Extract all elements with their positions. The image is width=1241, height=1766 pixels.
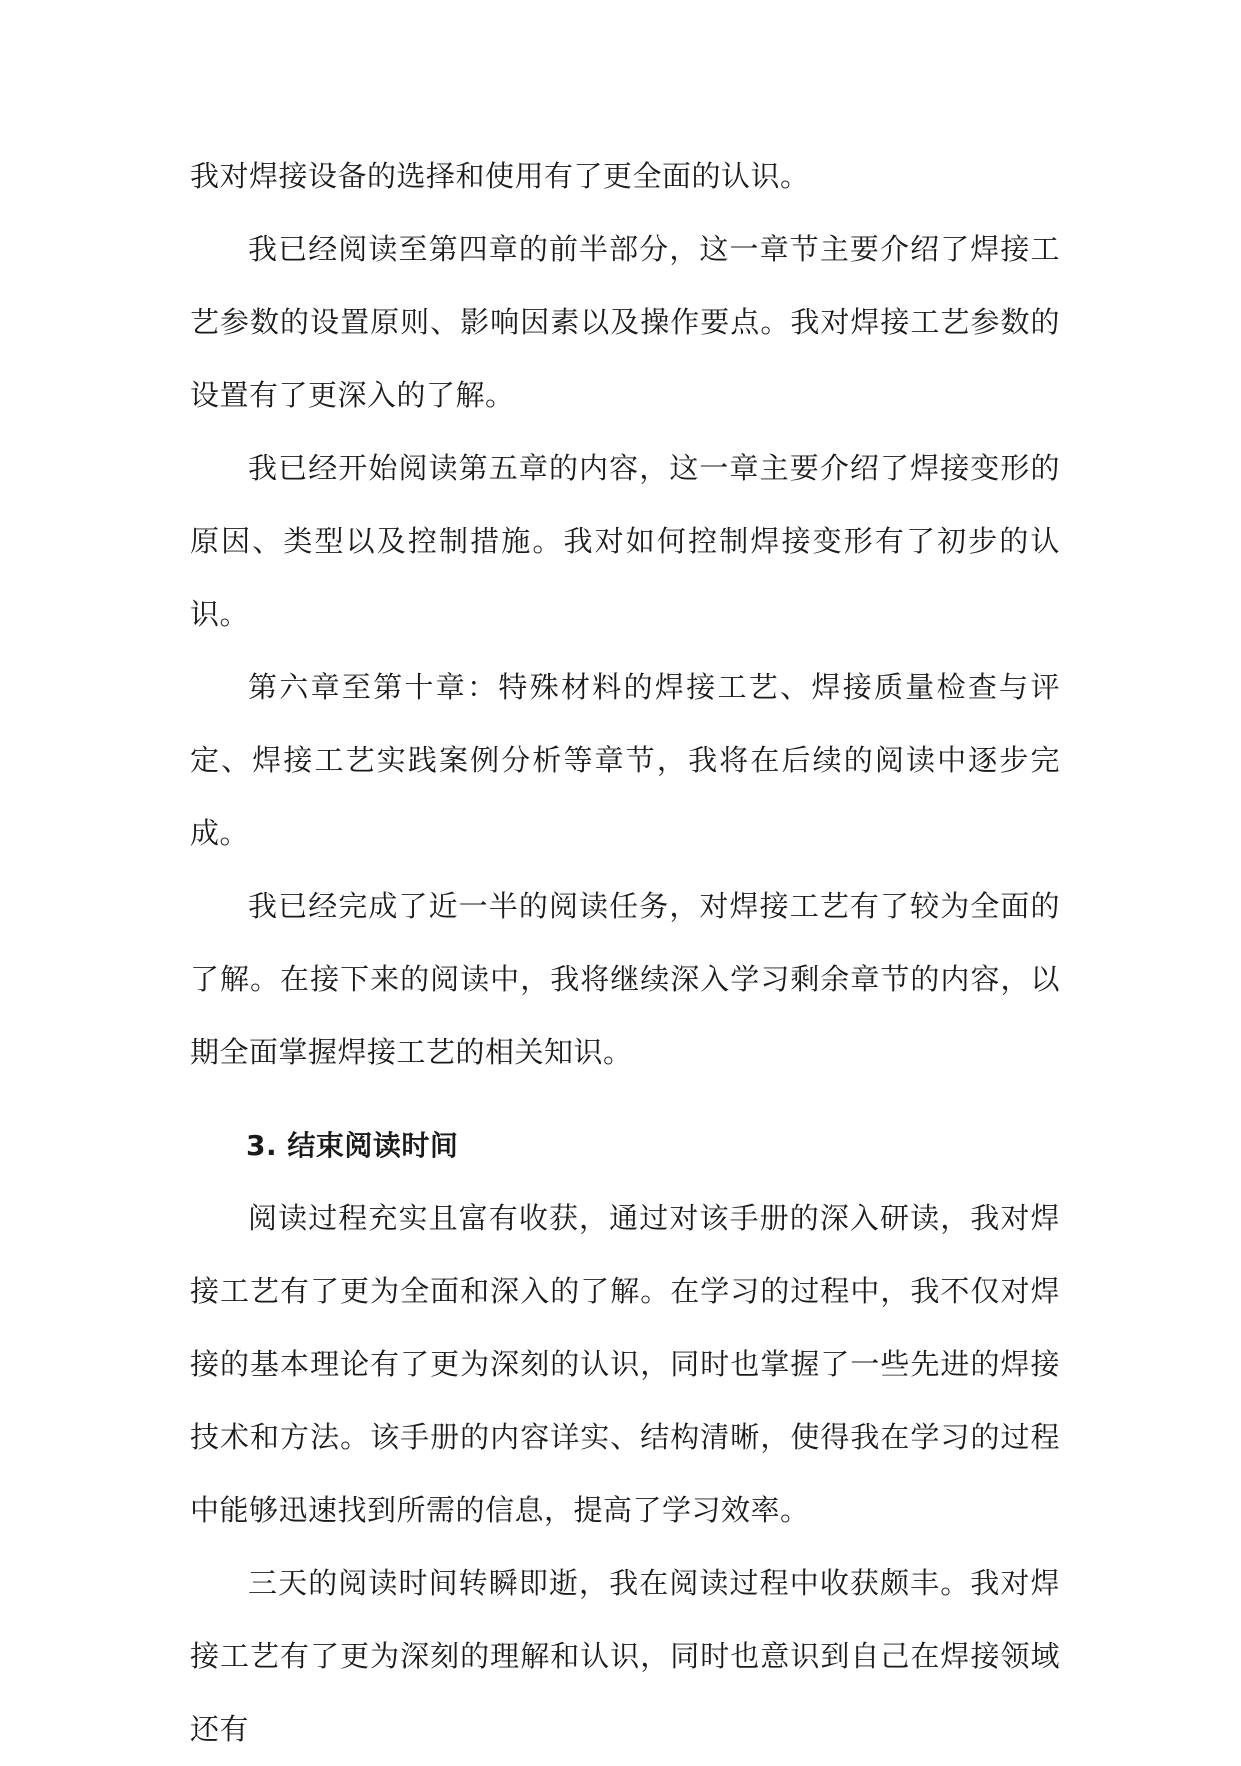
paragraph-chapter-five: 我已经开始阅读第五章的内容，这一章主要介绍了焊接变形的原因、类型以及控制措施。我对如何控制焊接变形有了初步的认识。 (190, 451, 1060, 631)
paragraph-reading-reflection: 阅读过程充实且富有收获，通过对该手册的深入研读，我对焊接工艺有了更为全面和深入的了解。在学习的过程中，我不仅对焊接的基本理论有了更为深刻的认识，同时也掌握了一些先进的焊接技术和方法。该手册的内容详实、结构清晰，使得我在学习的过程中能够迅速找到所需的信息，提高了学习效率。 (190, 1201, 1060, 1527)
paragraph-continuation: 我对焊接设备的选择和使用有了更全面的认识。 (190, 159, 810, 193)
paragraph-three-days: 三天的阅读时间转瞬即逝，我在阅读过程中收获颇丰。我对焊接工艺有了更为深刻的理解和认识，同时也意识到自己在焊接领域还有 (190, 1566, 1060, 1746)
paragraph-chapters-six-to-ten: 第六章至第十章：特殊材料的焊接工艺、焊接质量检查与评定、焊接工艺实践案例分析等章节，我将在后续的阅读中逐步完成。 (190, 670, 1060, 850)
paragraph-progress-summary: 我已经完成了近一半的阅读任务，对焊接工艺有了较为全面的了解。在接下来的阅读中，我将继续深入学习剩余章节的内容，以期全面掌握焊接工艺的相关知识。 (190, 889, 1060, 1069)
section-heading: 3. 结束阅读时间 (246, 1129, 459, 1162)
document-body (190, 140, 1060, 1766)
paragraph-chapter-four: 我已经阅读至第四章的前半部分，这一章节主要介绍了焊接工艺参数的设置原则、影响因素以及操作要点。我对焊接工艺参数的设置有了更深入的了解。 (190, 232, 1060, 412)
